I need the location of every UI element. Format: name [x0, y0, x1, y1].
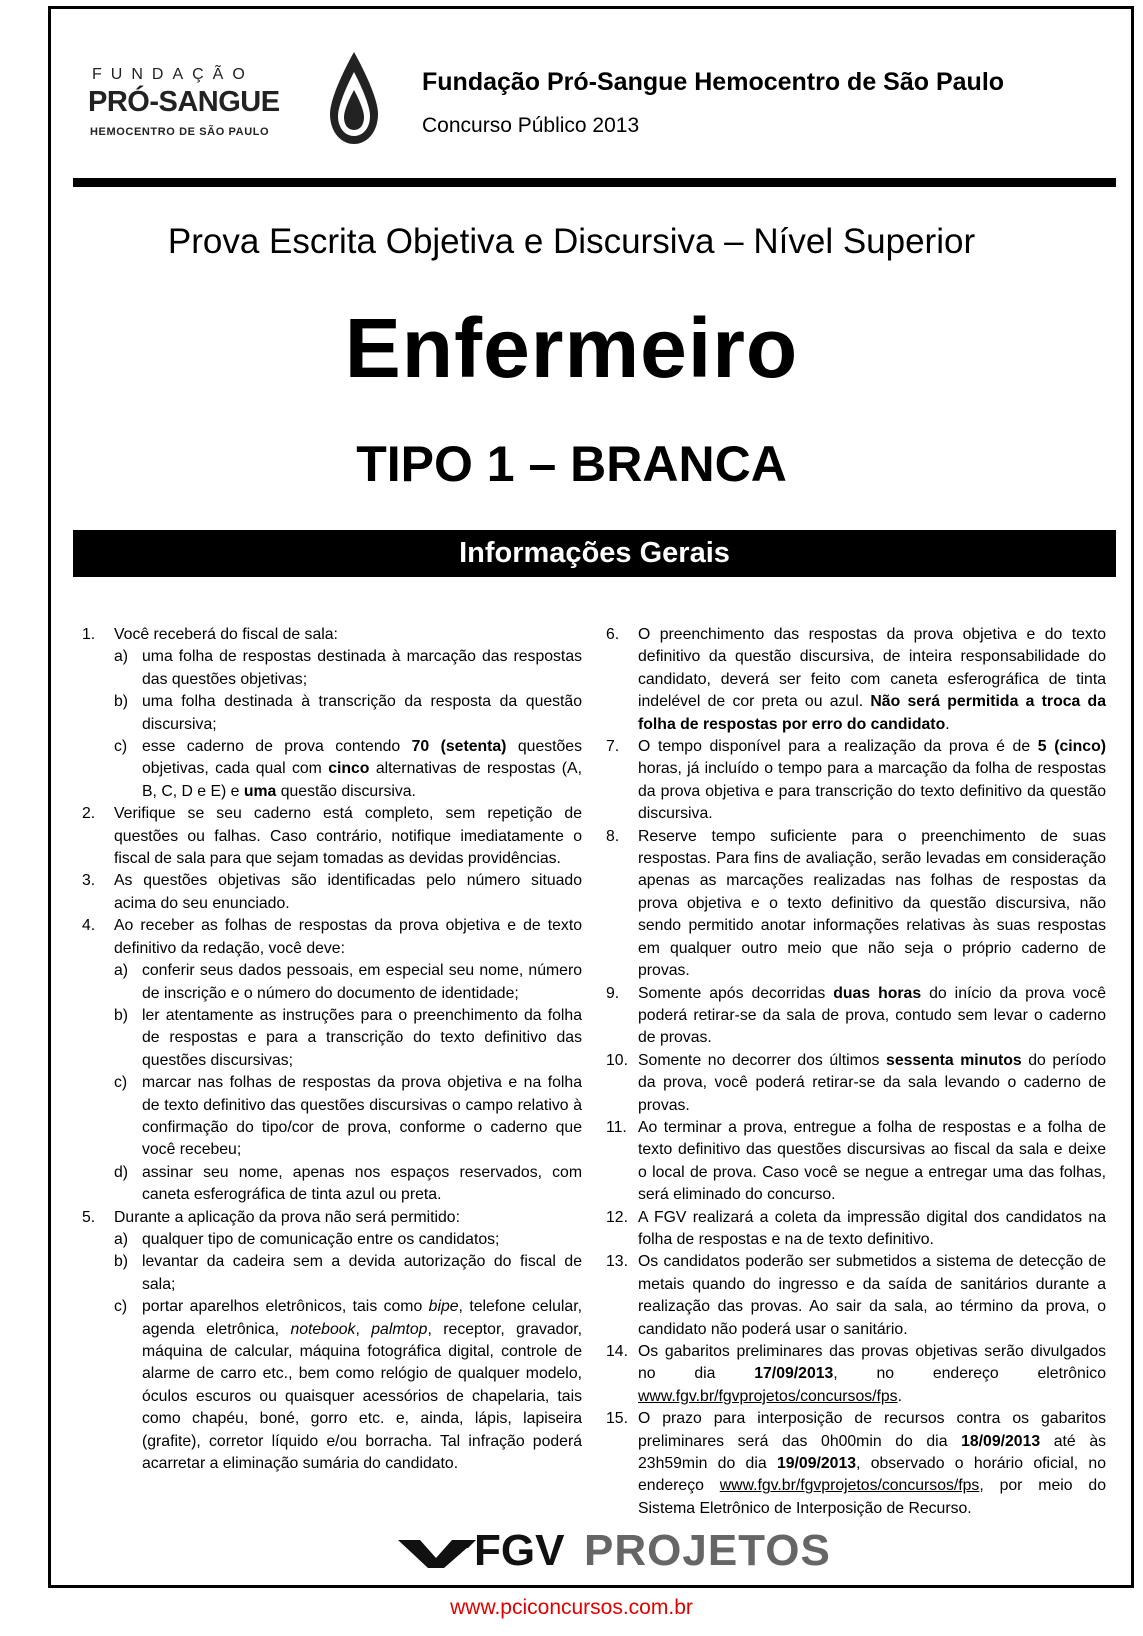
text-run: sessenta minutos — [886, 1051, 1022, 1069]
logo-line-pro-sangue: PRÓ-SANGUE — [88, 86, 280, 118]
instruction-subitem — [82, 646, 582, 691]
text-run: Ao receber as folhas de respostas da prova objetiva e de texto definitivo da redação, você deve: — [114, 917, 582, 957]
text-run: Ao terminar a prova, entregue a folha de respostas e a folha de texto definitivo das questões discursivas ao fiscal da sala e deixe o local de prova. Caso você se negue a entregar uma das folhas, será eliminado do concurso. — [638, 1118, 1106, 1204]
instruction-item — [606, 1408, 1106, 1520]
text-run: qualquer tipo de comunicação entre os candidatos; — [142, 1230, 500, 1248]
text-run: duas horas — [833, 984, 922, 1002]
text-run: , telefone celular, agenda eletrônica, — [142, 1298, 582, 1338]
text-run: marcar nas folhas de respostas da prova objetiva e na folha de texto definitivo das questões discursivas o campo relativo à confirmação do tipo/cor de prova, conforme o caderno que você recebeu; — [142, 1074, 582, 1159]
logo-line-fundacao: FUNDAÇÃO — [92, 66, 254, 83]
instruction-subitem — [82, 736, 582, 803]
brand-projetos: PROJETOS — [584, 1526, 831, 1575]
item-number: 12. — [606, 1208, 628, 1226]
text-run: uma folha destinada à transcrição da resposta da questão discursiva; — [142, 693, 582, 733]
item-number: 7. — [606, 738, 620, 756]
text-run: As questões objetivas são identificadas pelo número situado acima do seu enunciado. — [114, 872, 582, 912]
instruction-item — [606, 1207, 1106, 1252]
subitem-letter: c) — [114, 1074, 128, 1092]
instruction-item — [606, 1117, 1106, 1207]
instruction-subitem — [82, 1162, 582, 1207]
instruction-subitem — [82, 1251, 582, 1296]
subitem-letter: a) — [114, 1230, 129, 1248]
text-run: uma — [243, 782, 277, 800]
fgv-mark-icon — [398, 1536, 476, 1568]
pro-sangue-logo — [88, 48, 388, 144]
text-run: horas, já incluído o tempo para a marcação da folha de respostas da prova objetiva e para transcrição do texto definitivo da questão discursiva. — [638, 760, 1106, 823]
text-run: Você receberá do fiscal de sala: — [114, 626, 338, 643]
text-run: , observado o horário oficial, no endereço — [638, 1455, 1106, 1495]
text-run: questão discursiva. — [276, 782, 416, 800]
item-number: 4. — [82, 917, 96, 935]
instruction-subitem — [82, 691, 582, 736]
exam-type: TIPO 1 – BRANCA — [356, 436, 787, 492]
text-run: 70 (setenta) — [411, 738, 507, 756]
text-run: 18/09/2013 — [961, 1432, 1041, 1450]
text-run: do início da prova você poderá retirar-se da sala de prova, contudo sem levar o caderno de provas. — [638, 984, 1107, 1047]
text-run: 5 (cinco) — [1037, 738, 1106, 756]
text-run: , — [355, 1320, 372, 1338]
item-number: 14. — [606, 1343, 628, 1360]
text-run: ler atentamente as instruções para o preenchimento da folha de respostas e para a transcrição do texto definitivo das questões discursivas; — [142, 1006, 582, 1069]
instruction-subitem — [82, 960, 582, 1005]
subitem-letter: b) — [114, 693, 129, 711]
item-number: 10. — [606, 1051, 628, 1069]
contest-name: Concurso Público 2013 — [422, 114, 640, 137]
subitem-letter: a) — [114, 962, 129, 980]
item-number: 6. — [606, 626, 620, 643]
text-run: uma folha de respostas destinada à marcação das respostas das questões objetivas; — [142, 648, 582, 688]
subitem-letter: d) — [114, 1163, 129, 1181]
section-banner: Informações Gerais — [73, 530, 1116, 577]
text-run: Somente no decorrer dos últimos — [638, 1051, 887, 1069]
item-number: 2. — [82, 805, 96, 823]
role-title: Enfermeiro — [344, 301, 799, 395]
instruction-item — [82, 915, 582, 960]
text-run: até às 23h59min do dia — [638, 1432, 1106, 1473]
header — [88, 40, 1112, 140]
exam-title: Prova Escrita Objetiva e Discursiva – Nível Superior — [167, 222, 976, 261]
header-divider — [73, 178, 1116, 187]
subitem-letter: c) — [114, 1298, 128, 1316]
item-number: 1. — [82, 626, 96, 643]
item-number: 8. — [606, 827, 620, 845]
instruction-item — [82, 624, 582, 646]
text-run: . — [897, 1387, 902, 1405]
text-run: 19/09/2013 — [776, 1455, 857, 1473]
text-run: 17/09/2013 — [754, 1365, 834, 1383]
instruction-subitem — [82, 1072, 582, 1162]
instruction-item — [606, 983, 1106, 1050]
instruction-subitem — [82, 1005, 582, 1072]
instruction-item — [82, 1207, 582, 1229]
text-run: bipe — [428, 1298, 459, 1316]
item-number: 5. — [82, 1208, 96, 1226]
fgv-projetos-logo — [398, 1526, 831, 1576]
item-number: 15. — [606, 1410, 628, 1428]
text-run: O preenchimento das respostas da prova objetiva e do texto definitivo da questão discursiva, de inteira responsabilidade do candidato, deverá ser feito com caneta esferográfica de tinta indelével de cor preta ou azul. — [638, 626, 1106, 711]
text-run: notebook — [290, 1320, 356, 1338]
text-run: Durante a aplicação da prova não será permitido: — [114, 1208, 460, 1226]
text-run: conferir seus dados pessoais, em especial seu nome, número de inscrição e o número do documento de identidade; — [142, 962, 582, 1002]
text-run: O prazo para interposição de recursos contra os gabaritos preliminares será das 0h00min do dia — [638, 1410, 1106, 1450]
item-number: 11. — [606, 1118, 627, 1136]
text-run: Não será permitida a troca da folha de respostas por erro do candidato — [638, 693, 1106, 733]
instruction-item — [82, 803, 582, 870]
text-run: assinar seu nome, apenas nos espaços reservados, com caneta esferográfica de tinta azul ou preta. — [142, 1163, 582, 1204]
subitem-letter: b) — [114, 1006, 129, 1024]
text-run: www.fgv.br/fgvprojetos/concursos/fps — [638, 1387, 898, 1405]
item-number: 13. — [606, 1253, 628, 1271]
instruction-item — [606, 736, 1106, 826]
text-run: cinco — [328, 760, 370, 778]
instructions-right-column — [606, 624, 1106, 1520]
text-run: Reserve tempo suficiente para o preenchimento de suas respostas. Para fins de avaliação, serão levadas em consideração apenas as marcações realizadas nas folhas de respostas da prova objetiva e o texto definitivo da questão discursiva, não sendo permitido anotar informações relativas às suas respostas em qualquer outro meio que não seja o próprio caderno de provas. — [638, 827, 1106, 980]
text-run: Somente após decorridas — [638, 984, 834, 1002]
subitem-letter: c) — [114, 738, 128, 756]
text-run: Os gabaritos preliminares das provas objetivas serão divulgados no dia — [638, 1343, 1106, 1383]
instruction-item — [606, 1341, 1106, 1408]
instruction-item — [606, 1050, 1106, 1117]
source-website: www.pciconcursos.com.br — [450, 1596, 693, 1619]
institution-name: Fundação Pró-Sangue Hemocentro de São Paulo — [422, 68, 1005, 96]
text-run: , receptor, gravador, máquina de calcular, máquina fotográfica digital, controle de alarme de carro etc., bem como relógio de qualquer modelo, óculos escuros ou quaisquer acessórios de chapelaria, tais como chapéu, boné, gorro etc. e, ainda, lápis, lapiseira (grafite), corretor líquido e/ou borracha. Tal infração poderá acarretar a eliminação sumária do candidato. — [142, 1320, 583, 1473]
text-run: palmtop — [371, 1320, 428, 1338]
item-number: 3. — [82, 872, 96, 890]
text-run: esse caderno de prova contendo — [142, 738, 412, 756]
text-run: do período da prova, você poderá retirar-se da sala levando o caderno de provas. — [638, 1051, 1106, 1114]
instruction-item — [82, 870, 582, 915]
item-number: 9. — [606, 984, 620, 1002]
text-run: alternativas de respostas (A, B, C, D e E) e — [142, 760, 582, 800]
instruction-item — [606, 826, 1106, 983]
instruction-subitem — [82, 1229, 582, 1251]
subitem-letter: a) — [114, 648, 129, 666]
text-run: , no endereço eletrônico — [833, 1365, 1106, 1383]
text-run: Verifique se seu caderno está completo, sem repetição de questões ou falhas. Caso contrário, notifique imediatamente o fiscal de sala para que sejam tomadas as devidas providências. — [114, 805, 582, 868]
instruction-item — [606, 624, 1106, 736]
logo-line-hemocentro: HEMOCENTRO DE SÃO PAULO — [90, 126, 270, 138]
text-run: O tempo disponível para a realização da prova é de — [638, 738, 1038, 756]
text-run: questões objetivas, cada qual com — [142, 738, 582, 778]
text-run: levantar da cadeira sem a devida autorização do fiscal de sala; — [142, 1253, 582, 1293]
instructions-left-column — [82, 624, 582, 1475]
blood-drop-icon — [324, 50, 384, 146]
instruction-item — [606, 1251, 1106, 1341]
subitem-letter: b) — [114, 1253, 129, 1271]
text-run: portar aparelhos eletrônicos, tais como — [142, 1298, 429, 1316]
text-run: www.fgv.br/fgvprojetos/concursos/fps — [719, 1477, 980, 1495]
brand-fgv: FGV — [474, 1526, 565, 1575]
text-run: . — [945, 715, 950, 733]
instruction-subitem — [82, 1296, 582, 1475]
text-run: Os candidatos poderão ser submetidos a sistema de detecção de metais quando do ingresso e da saída de sanitários durante a realização das provas. Ao sair da sala, ao término da prova, o candidato não poderá usar o sanitário. — [638, 1253, 1106, 1338]
text-run: A FGV realizará a coleta da impressão digital dos candidatos na folha de respostas e na de texto definitivo. — [638, 1208, 1106, 1248]
text-run: , por meio do Sistema Eletrônico de Interposição de Recurso. — [638, 1477, 1106, 1517]
